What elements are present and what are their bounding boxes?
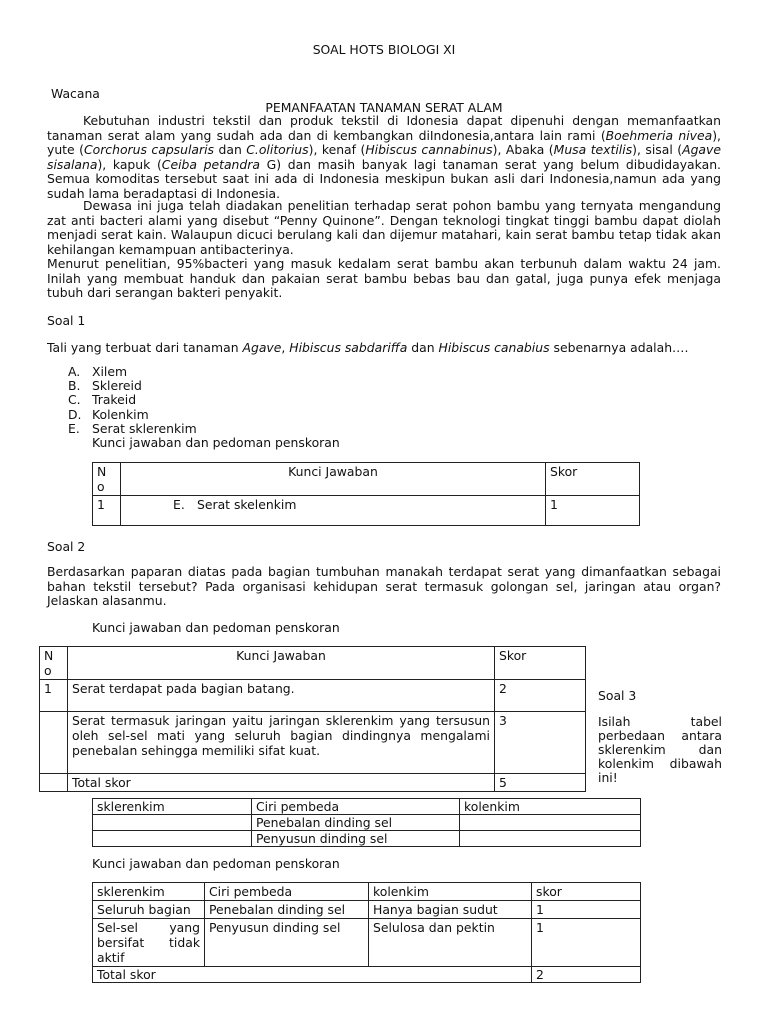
row-2-skor: 1 (532, 919, 641, 967)
total-label: Total skor (68, 774, 495, 792)
row-2-ciri: Penyusun dinding sel (252, 831, 460, 847)
col-header-no: N o (40, 647, 68, 680)
soal-3-table (92, 798, 641, 847)
option-c: C. Trakeid (68, 392, 137, 408)
row-1-skor: 1 (532, 901, 641, 919)
row-1-no: 1 (40, 680, 68, 712)
col-header-skor: Skor (495, 647, 586, 680)
soal-2-kunci-label: Kunci jawaban dan pedoman penskoran (92, 620, 340, 635)
row-2-kunci: Serat termasuk jaringan yaitu jaringan sklerenkim yang tersusun oleh sel-sel mati yang seluruh bagian dindingnya mengalami penebalan sehingga memiliki sifat kuat. (68, 712, 495, 774)
col-header-skor: skor (532, 883, 641, 901)
col-header-kolenkim: kolenkim (460, 799, 641, 815)
soal-1-question: Tali yang terbuat dari tanaman Agave, Hibiscus sabdariffa dan Hibiscus canabius sebenarnya adalah…. (47, 340, 689, 355)
row-1-skor: 2 (495, 680, 586, 712)
col-header-skor: Skor (546, 463, 640, 496)
option-b: B. Sklereid (68, 378, 142, 394)
row-skor: 1 (546, 496, 640, 526)
row-no: 1 (93, 496, 121, 526)
col-header-ciri: Ciri pembeda (205, 883, 369, 901)
option-e: E. Serat sklerenkim (68, 420, 197, 436)
col-header-ciri: Ciri pembeda (252, 799, 460, 815)
soal-1-options (68, 365, 197, 436)
row-2-sklerenkim: Sel-sel yang bersifat tidak aktif (93, 919, 205, 967)
wacana-paragraph-3: Menurut penelitian, 95%bacteri yang masuk kedalam serat bambu akan terbunuh dalam waktu 24 jam. Inilah yang membuat handuk dan pakaian serat bambu bebas bau dan gatal, juga punya efek menjaga tubuh dari serangan bakteri penyakit. (47, 256, 721, 301)
row-1-sklerenkim: Seluruh bagian (93, 901, 205, 919)
wacana-paragraph-1: Kebutuhan industri tekstil dan produk tekstil di Idonesia dapat dipenuhi dengan memanfaatkan tanaman serat alam yang sudah ada dan di kembangkan diIndonesia,antara lain rami (Boehmeria nivea), yute (Corchorus capsularis dan C.olitorius), kenaf (Hibiscus cannabinus), Abaka (Musa textilis), sisal (Agave sisalana), kapuk (Ceiba petandra G) dan masih banyak lagi tanaman serat yang belum dibudidayakan. Semua komoditas tersebut saat ini ada di Indonesia meskipun bukan asli dari Indonesia,namun ada yang sudah lama beradaptasi di Indonesia. (47, 113, 721, 201)
col-header-no: N o (93, 463, 121, 496)
option-d: D. Kolenkim (68, 406, 149, 422)
row-1-ciri: Penebalan dinding sel (252, 815, 460, 831)
total-skor: 5 (495, 774, 586, 792)
total-skor: 2 (532, 967, 641, 983)
row-1-kunci: Serat terdapat pada bagian batang. (68, 680, 495, 712)
wacana-label: Wacana (51, 86, 100, 101)
page-title: SOAL HOTS BIOLOGI XI (312, 42, 456, 57)
soal-2-label: Soal 2 (47, 539, 86, 554)
col-header-sklerenkim: sklerenkim (93, 883, 205, 901)
soal-1-kunci-label: Kunci jawaban dan pedoman penskoran (92, 435, 340, 450)
row-1-ciri: Penebalan dinding sel (205, 901, 369, 919)
row-1-kolenkim: Hanya bagian sudut (369, 901, 532, 919)
total-label: Total skor (93, 967, 532, 983)
col-header-kunci: Kunci Jawaban (121, 463, 546, 496)
soal-2-question: Berdasarkan paparan diatas pada bagian tumbuhan manakah terdapat serat yang dimanfaatkan sebagai bahan tekstil tersebut? Pada organisasi kehidupan serat termasuk golongan sel, jaringan atau organ? Jelaskan alasanmu. (47, 564, 721, 609)
soal-3-answer-table (92, 882, 641, 983)
col-header-sklerenkim: sklerenkim (93, 799, 252, 815)
row-2-kolenkim: Selulosa dan pektin (369, 919, 532, 967)
soal-1-answer-table (92, 462, 640, 526)
soal-2-answer-table (39, 646, 586, 792)
option-a: A. Xilem (68, 364, 128, 379)
wacana-title: PEMANFAATAN TANAMAN SERAT ALAM (265, 100, 503, 115)
soal-3-kunci-label: Kunci jawaban dan pedoman penskoran (92, 856, 340, 871)
col-header-kunci: Kunci Jawaban (68, 647, 495, 680)
row-2-ciri: Penyusun dinding sel (205, 919, 369, 967)
soal-3-label: Soal 3 (598, 688, 637, 703)
row-2-skor: 3 (495, 712, 586, 774)
soal-1-label: Soal 1 (47, 313, 86, 328)
wacana-paragraph-2: Dewasa ini juga telah diadakan penelitian terhadap serat pohon bambu yang ternyata mengandung zat anti bacteri alami yang disebut “Penny Quinone”. Dengan teknologi tingkat tinggi bambu dapat diolah menjadi serat kain. Walaupun dicuci berulang kali dan dijemur matahari, kain serat bambu tetap tidak akan kehilangan kemampuan antibacterinya. (47, 198, 721, 257)
col-header-kolenkim: kolenkim (369, 883, 532, 901)
soal-3-question: Isilah tabel perbedaan antara sklerenkim dan kolenkim dibawah ini! (598, 714, 722, 785)
row-kunci: E. Serat skelenkim (121, 496, 546, 526)
